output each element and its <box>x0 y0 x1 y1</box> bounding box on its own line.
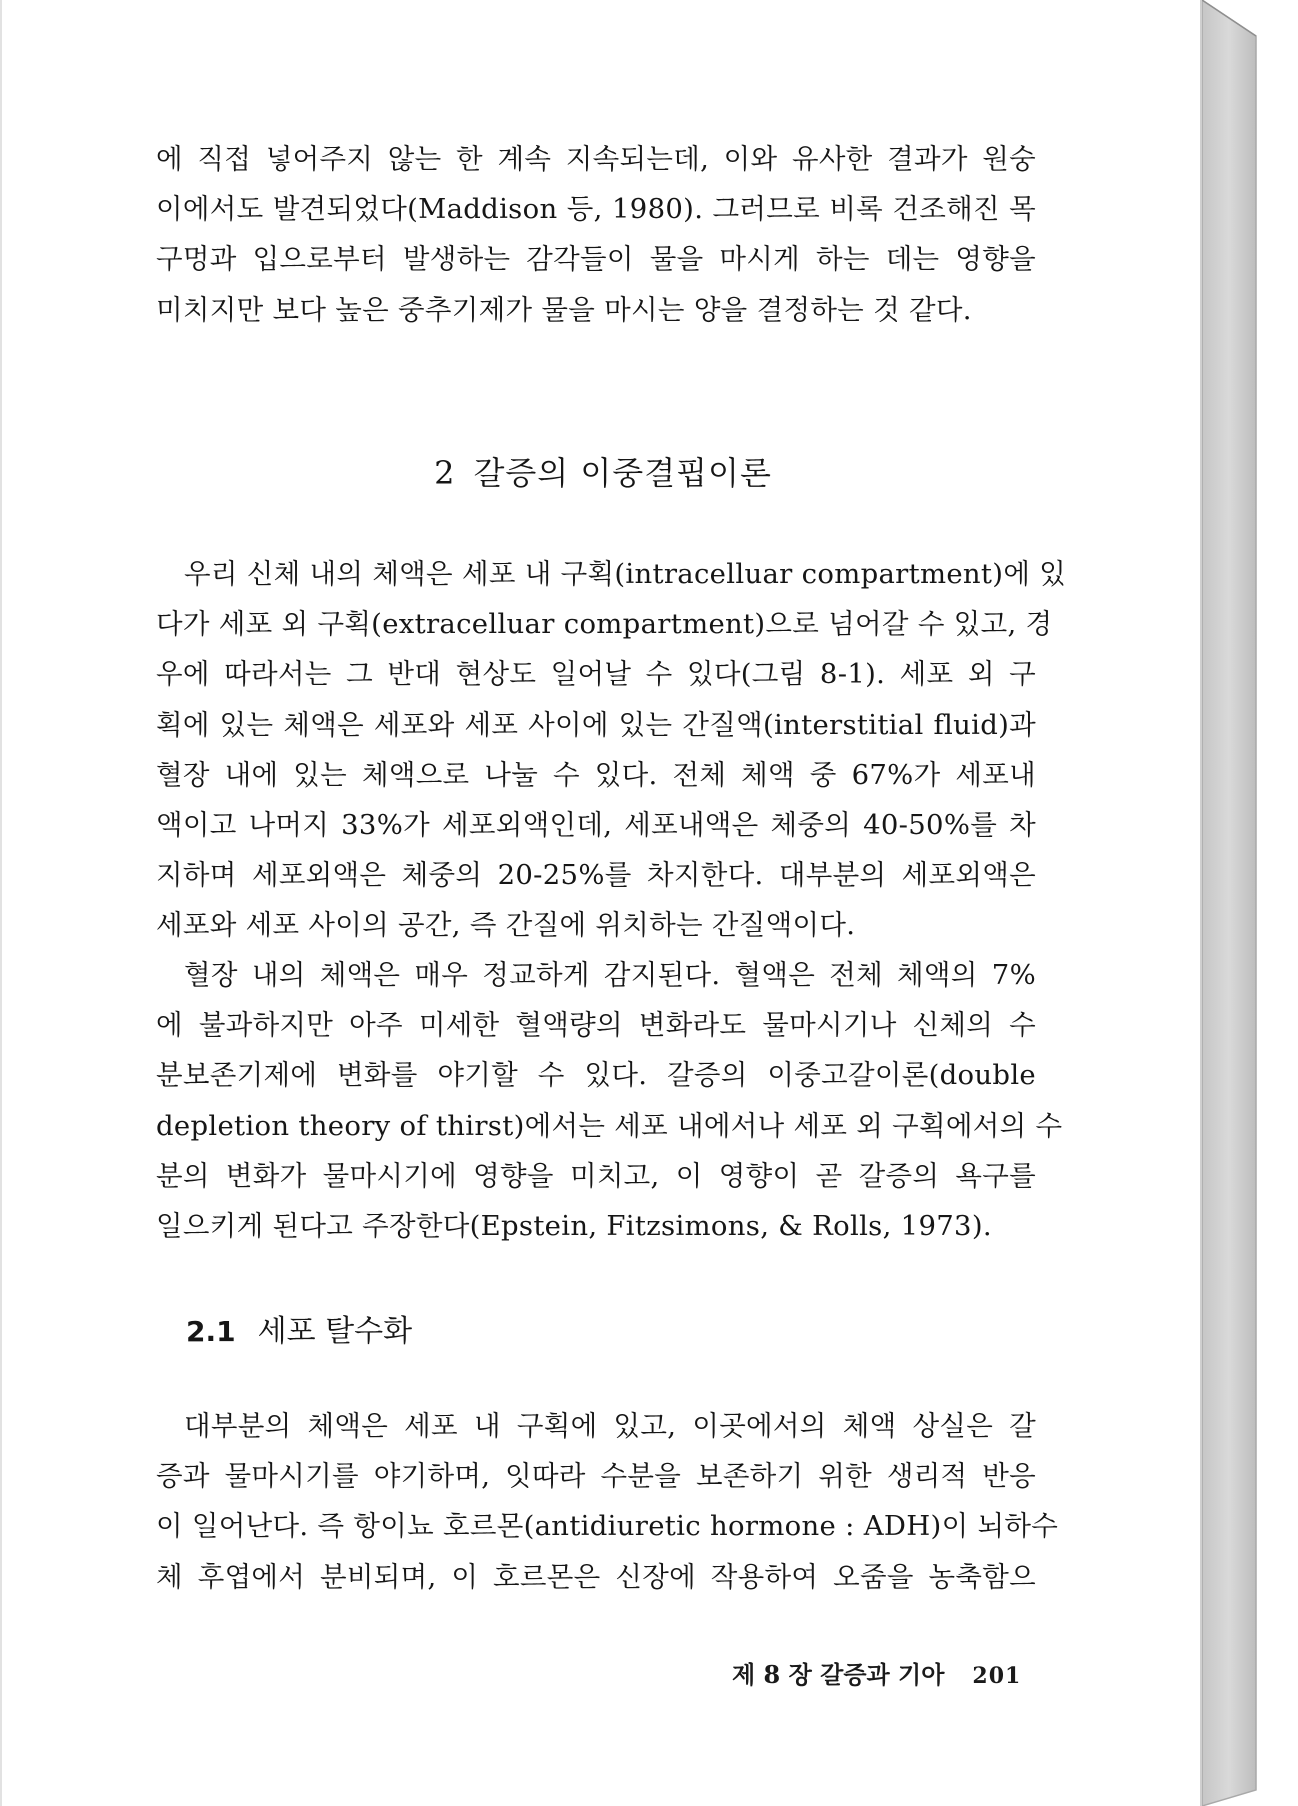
paragraph-3 <box>156 1401 1059 1602</box>
text-line: 혈장 내의 체액은 매우 정교하게 감지된다. 혈액은 전체 체액의 7% <box>184 959 1036 991</box>
text-line: 우리 신체 내의 체액은 세포 내 구획(intracelluar compartment)에 있 <box>184 558 1067 590</box>
section-title: 갈증의 이중결핍이론 <box>473 454 772 492</box>
page-footer <box>732 1655 1021 1690</box>
section-heading <box>2 448 1204 494</box>
chapter-label: 제 8 장 갈증과 기아 <box>732 1660 945 1689</box>
text-line: 증과 물마시기를 야기하며, 잇따라 수분을 보존하기 위한 생리적 반응 <box>156 1460 1036 1493</box>
subsection-title: 세포 탈수화 <box>257 1314 413 1349</box>
page-number: 201 <box>972 1663 1022 1689</box>
text-line: 미치지만 보다 높은 중추기제가 물을 마시는 양을 결정하는 것 같다. <box>156 293 972 326</box>
text-line: 우에 따라서는 그 반대 현상도 일어날 수 있다(그림 8-1). 세포 외 구 <box>156 658 1036 691</box>
text-line: 액이고 나머지 33%가 세포외액인데, 세포내액은 체중의 40-50%를 차 <box>156 808 1036 841</box>
text-line: 일으키게 된다고 주장한다(Epstein, Fitzsimons, & Rolls, 1973). <box>156 1209 992 1242</box>
text-line: 이 일어난다. 즉 항이뇨 호르몬(antidiuretic hormone : ADH)이 뇌하수 <box>156 1510 1059 1543</box>
text-line: 분의 변화가 물마시기에 영향을 미치고, 이 영향이 곧 갈증의 욕구를 <box>156 1159 1036 1192</box>
text-line: depletion theory of thirst)에서는 세포 내에서나 세포 외 구획에서의 수 <box>156 1109 1063 1142</box>
text-line: 세포와 세포 사이의 공간, 즉 간질에 위치하는 간질액이다. <box>156 909 856 942</box>
subsection-number: 2.1 <box>186 1315 236 1348</box>
paragraph-1 <box>156 549 1067 951</box>
text-line: 이에서도 발견되었다(Maddison 등, 1980). 그러므로 비록 건조해진 목 <box>156 193 1036 226</box>
text-line: 다가 세포 외 구획(extracelluar compartment)으로 넘어갈 수 있고, 경 <box>156 608 1053 641</box>
text-line: 에 직접 넣어주지 않는 한 계속 지속되는데, 이와 유사한 결과가 원숭 <box>156 143 1036 175</box>
text-line: 대부분의 체액은 세포 내 구획에 있고, 이곳에서의 체액 상실은 갈 <box>184 1410 1036 1442</box>
section-number: 2 <box>434 454 456 492</box>
text-line: 획에 있는 체액은 세포와 세포 사이에 있는 간질액(interstitial fluid)과 <box>156 708 1036 741</box>
text-line: 구멍과 입으로부터 발생하는 감각들이 물을 마시게 하는 데는 영향을 <box>156 243 1036 276</box>
text-line: 혈장 내에 있는 체액으로 나눌 수 있다. 전체 체액 중 67%가 세포내 <box>156 758 1036 791</box>
text-line: 에 불과하지만 아주 미세한 혈액량의 변화라도 물마시기나 신체의 수 <box>156 1009 1036 1042</box>
subsection-heading <box>186 1306 412 1350</box>
paragraph-top <box>156 134 1036 335</box>
book-spine-edge <box>1202 0 1298 1806</box>
paragraph-2 <box>156 950 1063 1251</box>
text-line: 지하며 세포외액은 체중의 20-25%를 차지한다. 대부분의 세포외액은 <box>156 859 1036 892</box>
text-line: 체 후엽에서 분비되며, 이 호르몬은 신장에 작용하여 오줌을 농축함으 <box>156 1560 1036 1593</box>
text-line: 분보존기제에 변화를 야기할 수 있다. 갈증의 이중고갈이론(double <box>156 1059 1036 1092</box>
